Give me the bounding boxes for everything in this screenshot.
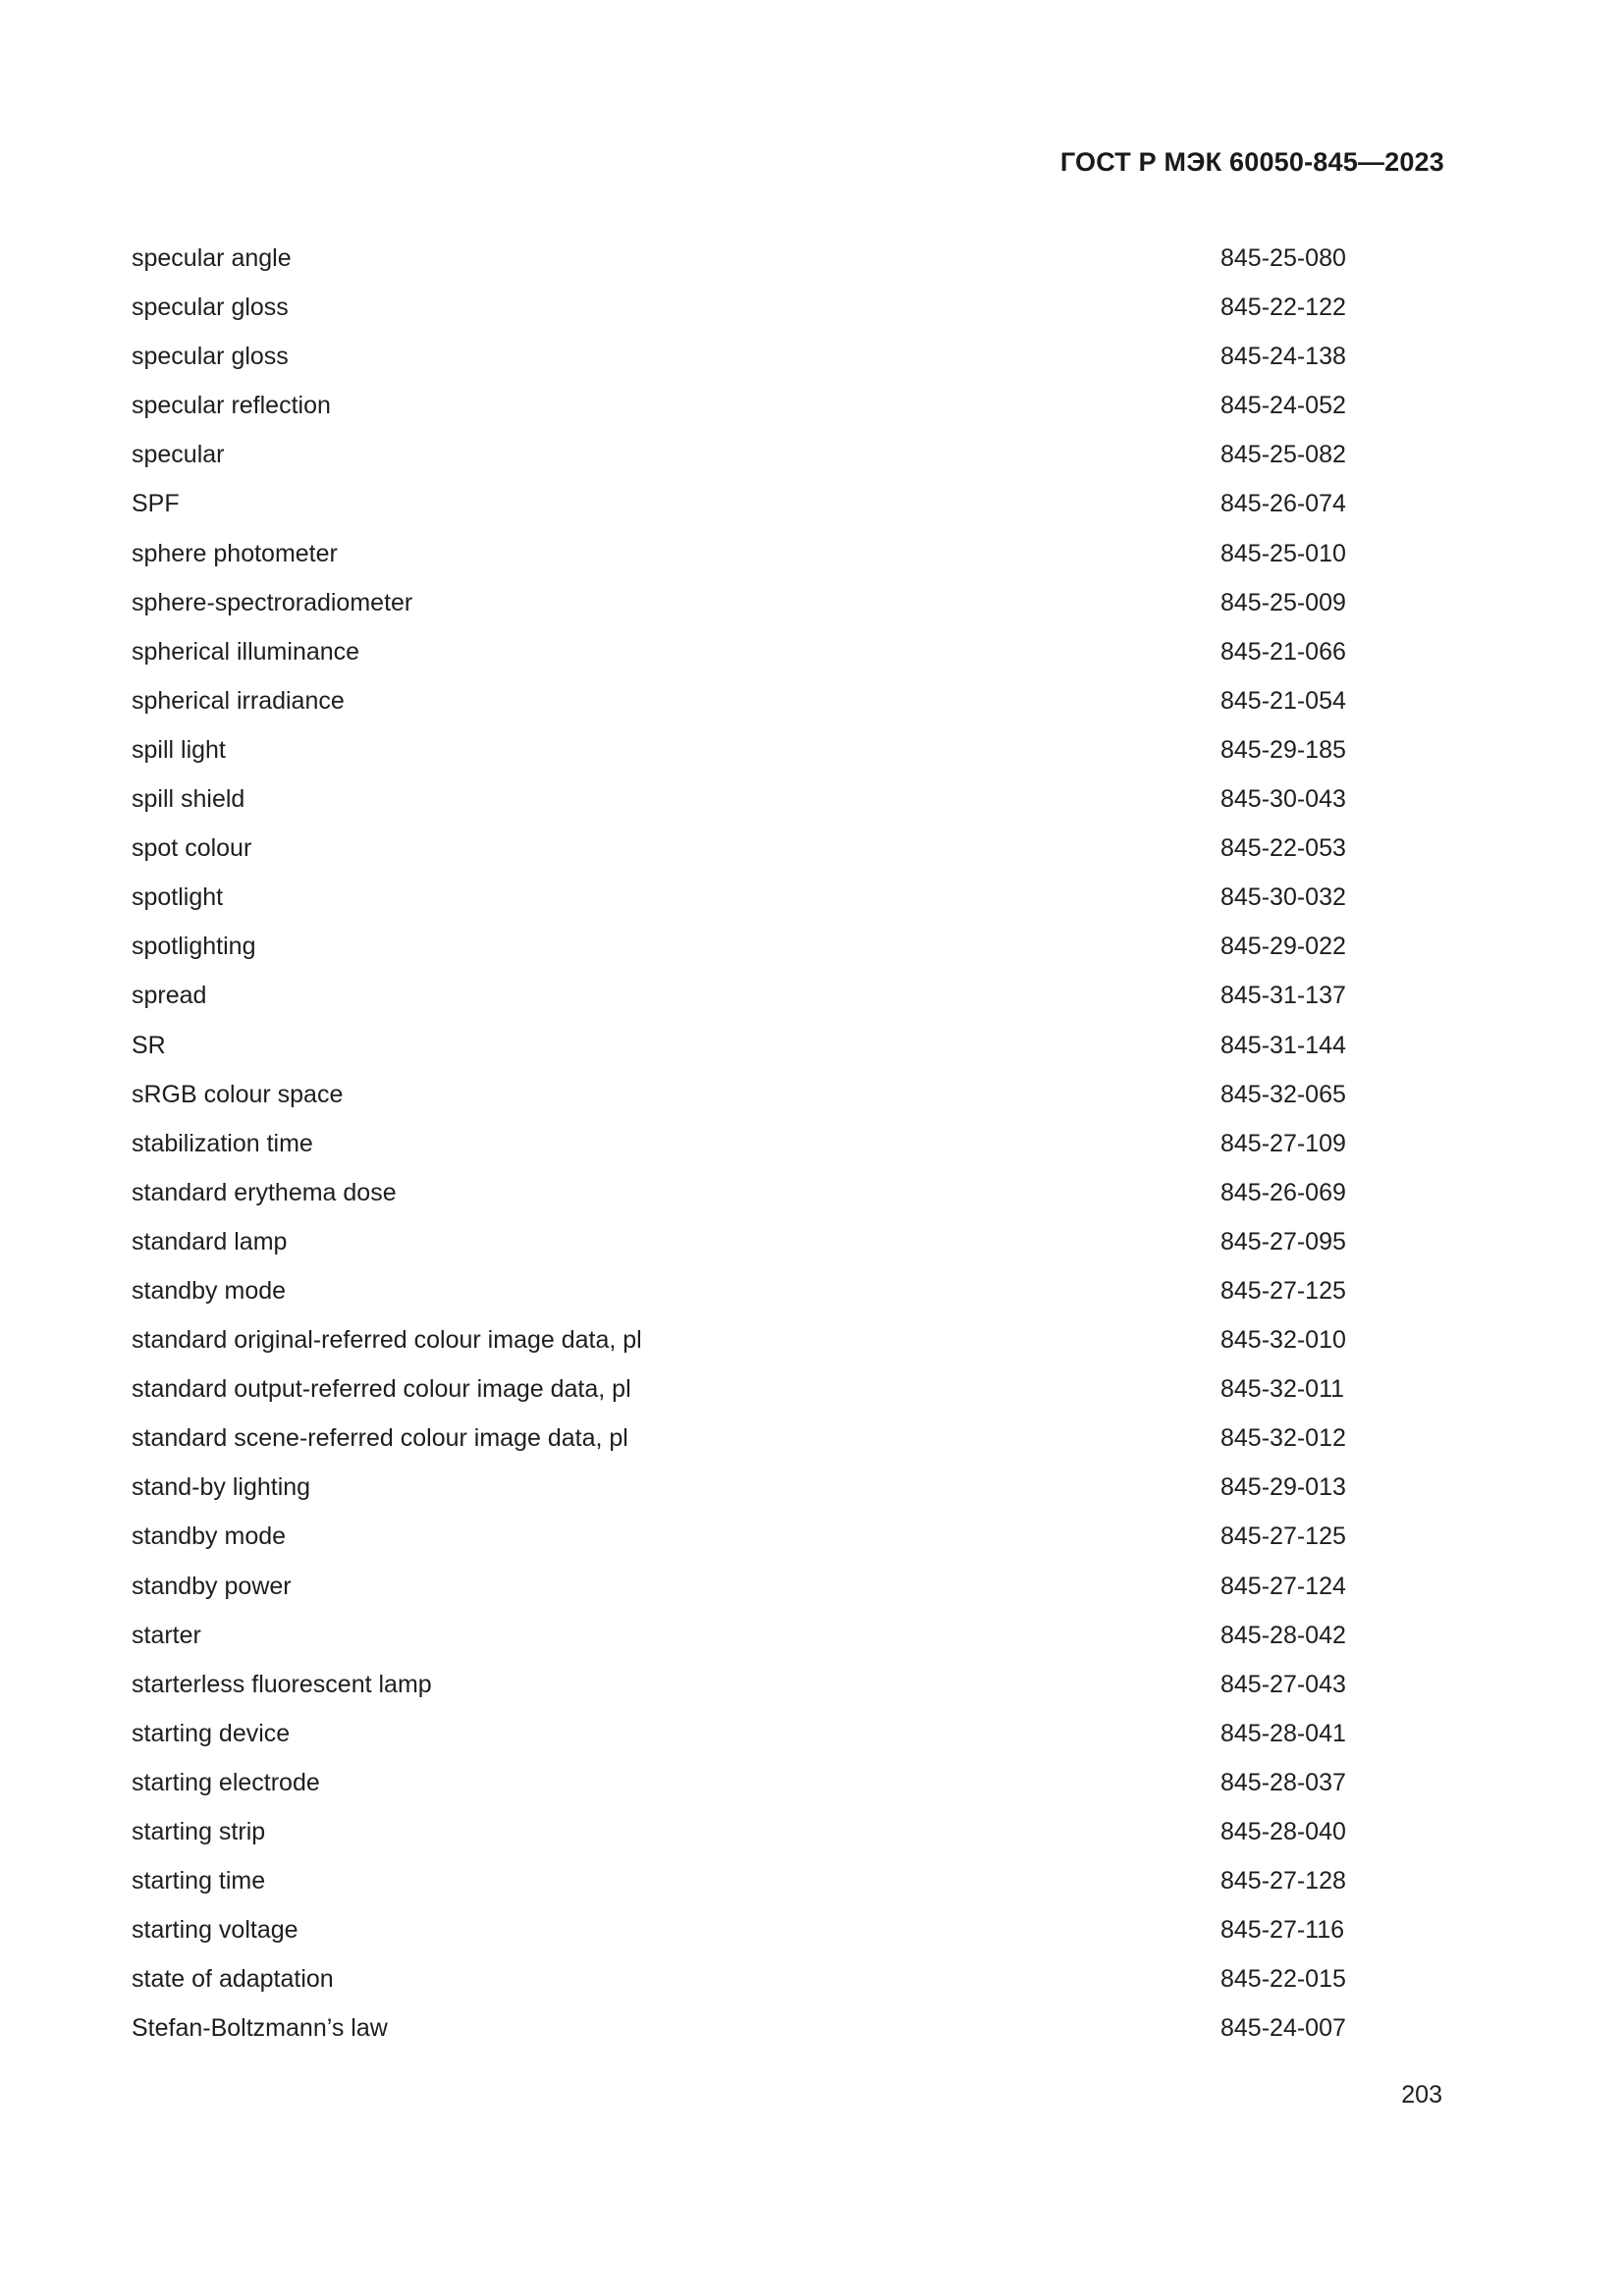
index-entry bbox=[132, 2008, 1349, 2057]
index-term: standard output-referred colour image data, pl bbox=[132, 1375, 631, 1404]
index-reference-number: 845-28-041 bbox=[1220, 1719, 1346, 1747]
index-term: standard scene-referred colour image data, pl bbox=[132, 1424, 628, 1453]
index-term: starting time bbox=[132, 1867, 266, 1896]
index-entry bbox=[132, 1222, 1349, 1271]
index-term: specular gloss bbox=[132, 343, 289, 371]
index-reference-number: 845-29-185 bbox=[1220, 735, 1346, 764]
index-term: specular angle bbox=[132, 244, 292, 272]
index-term: specular gloss bbox=[132, 294, 289, 322]
index-entry bbox=[132, 1616, 1349, 1665]
index-term: specular reflection bbox=[132, 392, 331, 420]
index-reference-number: 845-22-053 bbox=[1220, 834, 1346, 863]
index-entry bbox=[132, 1861, 1349, 1910]
index-reference-number: 845-22-122 bbox=[1220, 294, 1346, 322]
index-reference-number: 845-21-054 bbox=[1220, 686, 1346, 715]
index-reference-number: 845-24-007 bbox=[1220, 2014, 1346, 2043]
index-reference-number: 845-25-009 bbox=[1220, 588, 1346, 616]
index-reference-number: 845-27-043 bbox=[1220, 1670, 1346, 1698]
term-index-list bbox=[132, 239, 1349, 2057]
index-reference-number: 845-27-095 bbox=[1220, 1227, 1346, 1255]
index-entry bbox=[132, 1714, 1349, 1763]
index-term: stabilization time bbox=[132, 1129, 313, 1157]
index-term: spill light bbox=[132, 735, 226, 764]
index-reference-number: 845-32-065 bbox=[1220, 1080, 1346, 1108]
index-term: spotlighting bbox=[132, 933, 256, 961]
index-term: state of adaptation bbox=[132, 1965, 334, 1994]
index-entry bbox=[132, 1517, 1349, 1566]
index-term: standby mode bbox=[132, 1522, 287, 1551]
index-term: spotlight bbox=[132, 883, 224, 912]
index-reference-number: 845-26-069 bbox=[1220, 1178, 1346, 1206]
index-reference-number: 845-27-116 bbox=[1220, 1916, 1345, 1945]
index-entry bbox=[132, 1369, 1349, 1418]
index-entry bbox=[132, 730, 1349, 779]
index-reference-number: 845-28-042 bbox=[1220, 1621, 1346, 1649]
index-reference-number: 845-32-012 bbox=[1220, 1424, 1346, 1453]
index-term: Stefan-Boltzmann’s law bbox=[132, 2014, 388, 2043]
index-entry bbox=[132, 878, 1349, 927]
index-reference-number: 845-30-043 bbox=[1220, 785, 1346, 814]
index-reference-number: 845-28-040 bbox=[1220, 1818, 1346, 1845]
index-entry bbox=[132, 1271, 1349, 1320]
index-term: standard lamp bbox=[132, 1227, 288, 1255]
index-reference-number: 845-32-011 bbox=[1220, 1375, 1345, 1404]
index-entry bbox=[132, 1418, 1349, 1468]
index-term: starterless fluorescent lamp bbox=[132, 1670, 432, 1698]
index-entry bbox=[132, 288, 1349, 337]
index-term: specular bbox=[132, 441, 225, 469]
index-reference-number: 845-27-125 bbox=[1220, 1276, 1346, 1305]
document-header: ГОСТ Р МЭК 60050-845—2023 bbox=[1059, 147, 1444, 177]
index-entry bbox=[132, 927, 1349, 976]
index-entry bbox=[132, 435, 1349, 484]
index-term: sphere photometer bbox=[132, 539, 338, 567]
index-reference-number: 845-32-010 bbox=[1220, 1326, 1346, 1355]
index-entry bbox=[132, 828, 1349, 878]
index-reference-number: 845-25-010 bbox=[1220, 539, 1346, 567]
index-term: spherical illuminance bbox=[132, 637, 360, 666]
index-term: starting voltage bbox=[132, 1916, 298, 1945]
index-entry bbox=[132, 976, 1349, 1025]
index-entry bbox=[132, 1567, 1349, 1616]
index-reference-number: 845-25-080 bbox=[1220, 244, 1346, 272]
index-term: SR bbox=[132, 1031, 166, 1059]
index-term: sphere-spectroradiometer bbox=[132, 588, 413, 616]
index-term: standard original-referred colour image data, pl bbox=[132, 1326, 642, 1355]
index-entry bbox=[132, 1763, 1349, 1812]
index-reference-number: 845-30-032 bbox=[1220, 883, 1346, 912]
index-entry bbox=[132, 337, 1349, 386]
index-entry bbox=[132, 1665, 1349, 1714]
index-reference-number: 845-21-066 bbox=[1220, 637, 1346, 666]
index-entry bbox=[132, 779, 1349, 828]
index-entry bbox=[132, 632, 1349, 681]
index-term: spot colour bbox=[132, 834, 252, 863]
index-reference-number: 845-24-138 bbox=[1220, 343, 1346, 371]
index-term: starting strip bbox=[132, 1818, 266, 1845]
index-reference-number: 845-27-124 bbox=[1220, 1572, 1346, 1600]
index-entry bbox=[132, 1075, 1349, 1124]
index-term: starting device bbox=[132, 1719, 291, 1747]
index-entry bbox=[132, 583, 1349, 632]
index-reference-number: 845-22-015 bbox=[1220, 1965, 1346, 1994]
index-reference-number: 845-31-137 bbox=[1220, 982, 1346, 1010]
index-term: SPF bbox=[132, 490, 180, 518]
index-entry bbox=[132, 681, 1349, 730]
index-reference-number: 845-26-074 bbox=[1220, 490, 1346, 518]
index-reference-number: 845-27-128 bbox=[1220, 1867, 1346, 1896]
index-reference-number: 845-24-052 bbox=[1220, 392, 1346, 420]
index-entry bbox=[132, 1959, 1349, 2008]
index-reference-number: 845-28-037 bbox=[1220, 1768, 1346, 1796]
index-term: spill shield bbox=[132, 785, 245, 814]
index-reference-number: 845-27-109 bbox=[1220, 1129, 1346, 1157]
index-term: starting electrode bbox=[132, 1768, 320, 1796]
index-entry bbox=[132, 1320, 1349, 1369]
index-reference-number: 845-31-144 bbox=[1220, 1031, 1346, 1059]
index-term: starter bbox=[132, 1621, 201, 1649]
index-term: standby mode bbox=[132, 1276, 287, 1305]
index-term: standby power bbox=[132, 1572, 292, 1600]
index-entry bbox=[132, 1026, 1349, 1075]
page-number: 203 bbox=[1401, 2081, 1442, 2109]
index-reference-number: 845-29-013 bbox=[1220, 1473, 1346, 1502]
index-entry bbox=[132, 484, 1349, 533]
index-entry bbox=[132, 1468, 1349, 1517]
index-entry bbox=[132, 1173, 1349, 1222]
index-entry bbox=[132, 1124, 1349, 1173]
index-reference-number: 845-27-125 bbox=[1220, 1522, 1346, 1551]
index-term: spread bbox=[132, 982, 207, 1010]
index-term: standard erythema dose bbox=[132, 1178, 397, 1206]
index-entry bbox=[132, 1910, 1349, 1959]
index-reference-number: 845-29-022 bbox=[1220, 933, 1346, 961]
index-entry bbox=[132, 386, 1349, 435]
index-entry bbox=[132, 239, 1349, 288]
index-entry bbox=[132, 534, 1349, 583]
index-entry bbox=[132, 1812, 1349, 1861]
index-reference-number: 845-25-082 bbox=[1220, 441, 1346, 469]
index-term: stand-by lighting bbox=[132, 1473, 311, 1502]
index-term: spherical irradiance bbox=[132, 686, 345, 715]
index-term: sRGB colour space bbox=[132, 1080, 344, 1108]
